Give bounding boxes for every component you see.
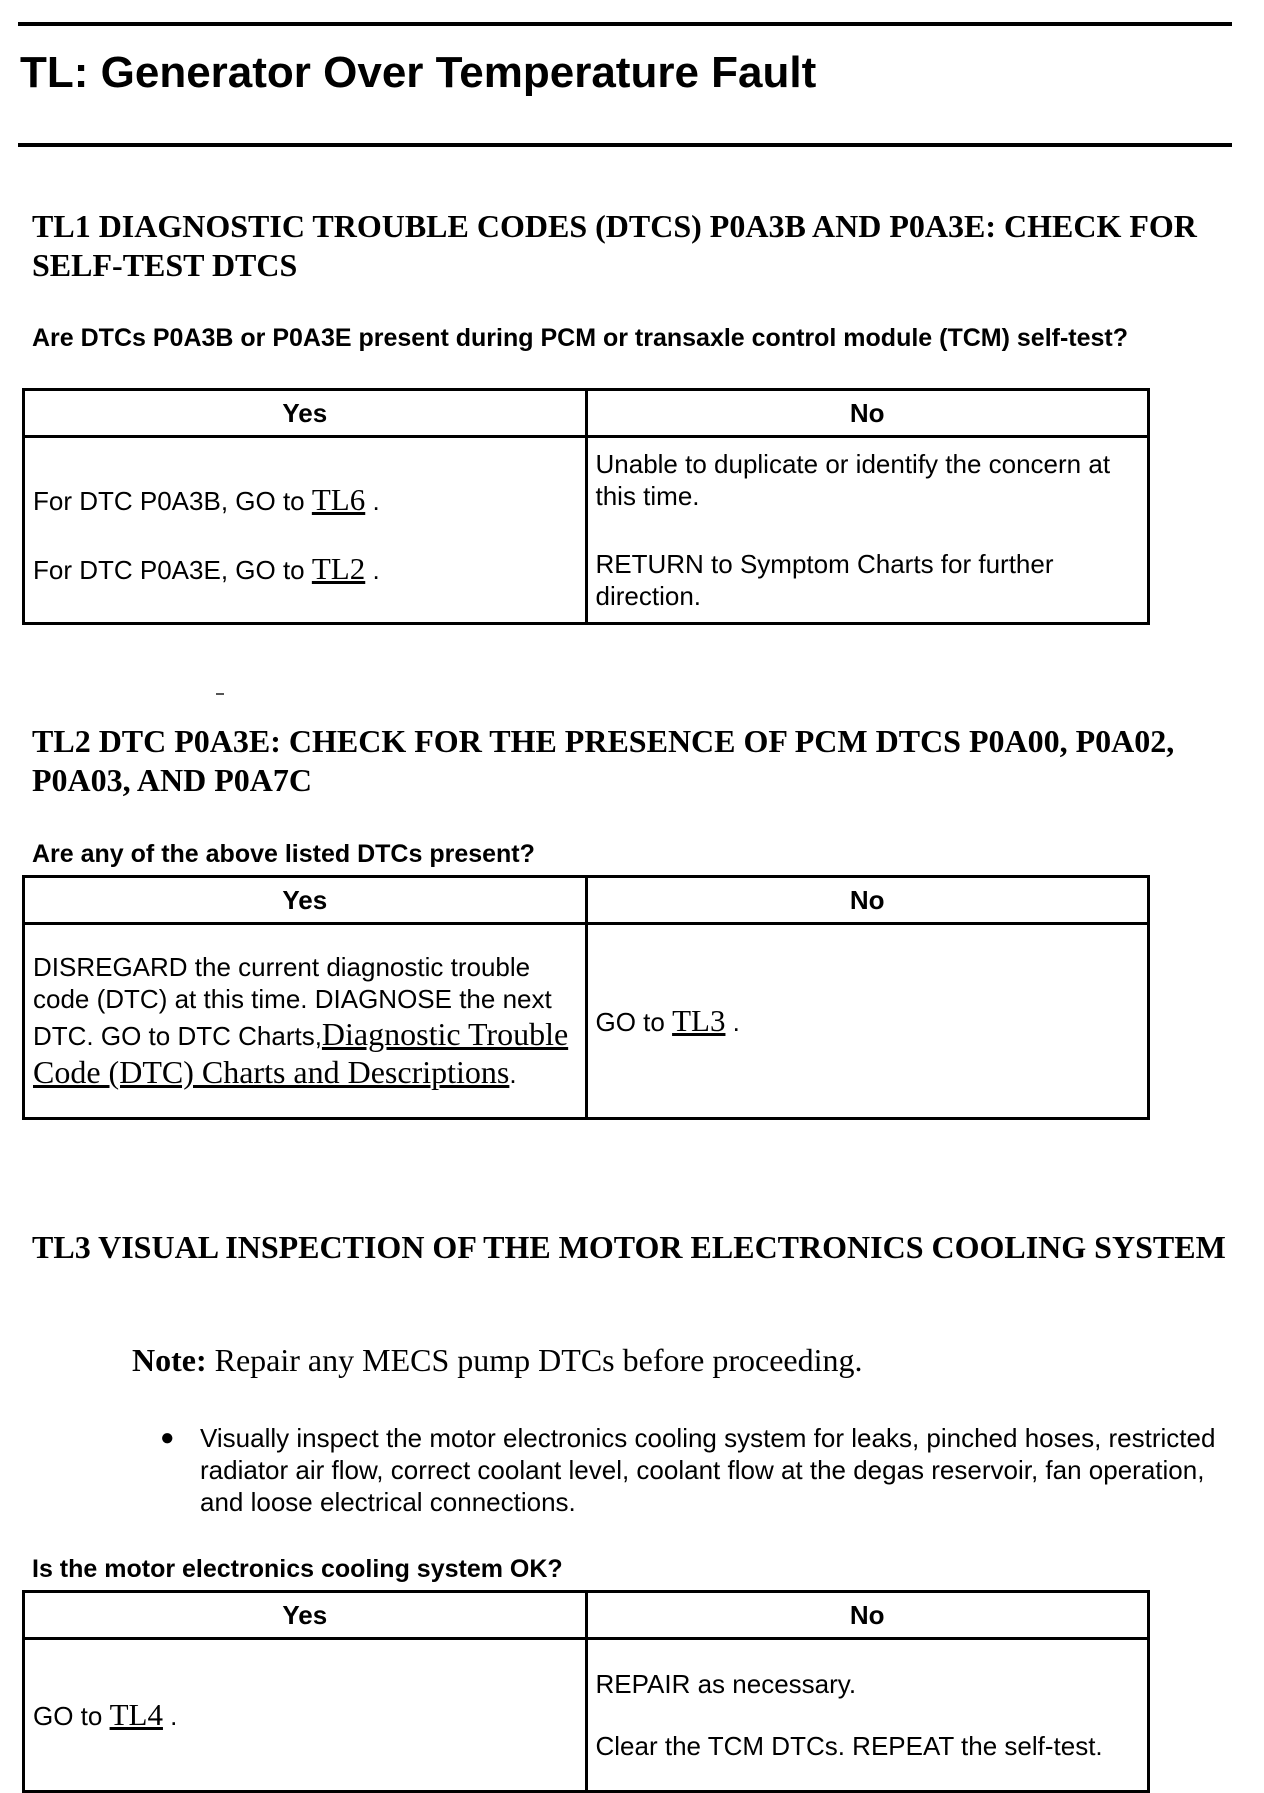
no-goto-suffix: . bbox=[725, 1006, 740, 1037]
note-label: Note: bbox=[132, 1342, 207, 1378]
decision-table-tl3 bbox=[22, 1590, 1150, 1793]
yes-goto-text bbox=[33, 1696, 577, 1732]
link-tl4[interactable]: TL4 bbox=[109, 1696, 163, 1732]
yes-line-p0a3e bbox=[33, 553, 577, 586]
question-tl1: Are DTCs P0A3B or P0A3E present during PCM or transaxle control module (TCM) self-test? bbox=[32, 324, 1129, 352]
no-header: No bbox=[586, 1592, 1149, 1639]
bullet-item bbox=[160, 1422, 1240, 1518]
link-tl6[interactable]: TL6 bbox=[311, 482, 366, 517]
section-heading-tl1: TL1 DIAGNOSTIC TROUBLE CODES (DTCS) P0A3B AND P0A3E: CHECK FOR SELF-TEST DTCS bbox=[32, 208, 1197, 283]
yes-header: Yes bbox=[24, 877, 587, 924]
yes-disregard-suffix: . bbox=[509, 1059, 517, 1089]
yes-goto-suffix: . bbox=[162, 1700, 178, 1731]
no-cell bbox=[586, 437, 1149, 624]
no-header: No bbox=[586, 390, 1149, 437]
no-line-return: RETURN to Symptom Charts for further direction. bbox=[595, 549, 1054, 611]
yes-line-p0a3b bbox=[33, 474, 577, 517]
page-title: TL: Generator Over Temperature Fault bbox=[20, 48, 817, 97]
yes-cell bbox=[24, 924, 587, 1119]
no-line-repair: REPAIR as necessary. bbox=[595, 1669, 857, 1699]
link-tl2[interactable]: TL2 bbox=[311, 551, 366, 586]
section-heading-tl3: TL3 VISUAL INSPECTION OF THE MOTOR ELECTRONICS COOLING SYSTEM bbox=[32, 1229, 1226, 1265]
yes-header: Yes bbox=[24, 1592, 587, 1639]
top-rule bbox=[18, 22, 1232, 26]
yes-disregard-prefix: DISREGARD the current diagnostic trouble code (DTC) at this time. DIAGNOSE the next DTC. GO to DTC Charts, bbox=[33, 952, 552, 1051]
decision-table-tl1 bbox=[22, 388, 1150, 625]
note-text bbox=[132, 1342, 862, 1379]
no-line-unable: Unable to duplicate or identify the concern at this time. bbox=[595, 449, 1111, 511]
bullet-dot-icon: ● bbox=[160, 1424, 175, 1451]
no-cell bbox=[586, 1639, 1149, 1792]
yes-line-text: For DTC P0A3B, GO to bbox=[33, 486, 312, 516]
no-header: No bbox=[586, 877, 1149, 924]
link-dtc-charts[interactable]: Diagnostic Trouble Code (DTC) Charts and Descriptions bbox=[33, 1016, 569, 1090]
note-body: Repair any MECS pump DTCs before proceeding. bbox=[206, 1342, 863, 1378]
bullet-text: Visually inspect the motor electronics cooling system for leaks, pinched hoses, restricted radiator air flow, correct coolant level, coolant flow at the degas reservoir, fan operation, and loose electrical connections. bbox=[200, 1423, 1216, 1517]
yes-line-suffix: . bbox=[365, 486, 380, 516]
no-goto-text bbox=[595, 1002, 1140, 1038]
title-underline-rule bbox=[18, 143, 1232, 147]
link-tl3[interactable]: TL3 bbox=[672, 1002, 726, 1038]
stray-mark bbox=[216, 693, 224, 695]
no-goto-prefix: GO to bbox=[595, 1006, 673, 1037]
yes-disregard-text bbox=[33, 951, 577, 1091]
decision-table-tl2 bbox=[22, 875, 1150, 1120]
yes-cell bbox=[24, 437, 587, 624]
yes-goto-prefix: GO to bbox=[33, 1700, 110, 1731]
section-heading-tl2: TL2 DTC P0A3E: CHECK FOR THE PRESENCE OF PCM DTCS P0A00, P0A02, P0A03, AND P0A7C bbox=[32, 723, 1175, 798]
yes-cell bbox=[24, 1639, 587, 1792]
no-cell bbox=[586, 924, 1149, 1119]
no-line-clear: Clear the TCM DTCs. REPEAT the self-test. bbox=[595, 1731, 1103, 1761]
question-tl2: Are any of the above listed DTCs present? bbox=[32, 840, 535, 868]
question-tl3: Is the motor electronics cooling system OK? bbox=[32, 1555, 563, 1583]
yes-line-suffix: . bbox=[365, 555, 380, 585]
yes-line-text: For DTC P0A3E, GO to bbox=[33, 555, 312, 585]
yes-header: Yes bbox=[24, 390, 587, 437]
